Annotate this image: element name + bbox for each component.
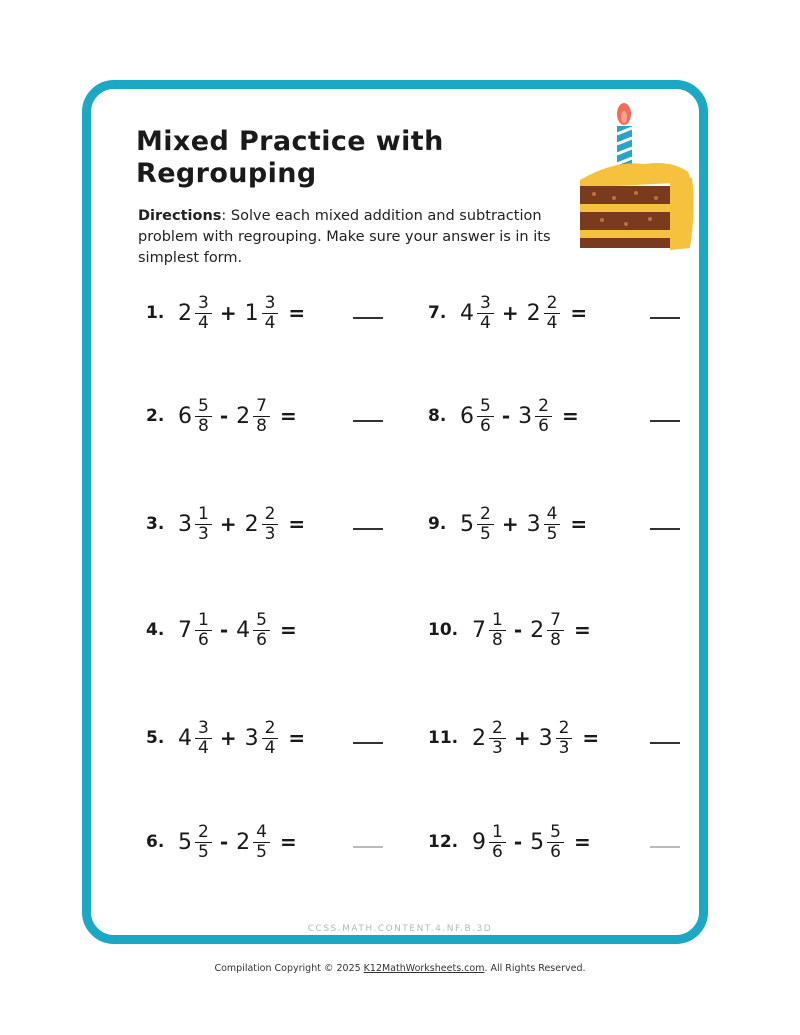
answer-blank[interactable] bbox=[650, 528, 680, 530]
equals-sign: = bbox=[288, 301, 306, 325]
whole-number: 2 bbox=[472, 725, 486, 751]
whole-number: 5 bbox=[178, 829, 192, 855]
fraction bbox=[489, 719, 506, 758]
fraction bbox=[477, 294, 494, 333]
operator: - bbox=[219, 830, 229, 854]
whole-number: 2 bbox=[530, 617, 545, 643]
problem-11 bbox=[428, 708, 599, 768]
whole-number: 3 bbox=[538, 725, 553, 751]
answer-blank[interactable] bbox=[353, 317, 383, 319]
denominator: 5 bbox=[544, 524, 561, 544]
whole-number: 2 bbox=[236, 829, 251, 855]
problem-6 bbox=[146, 812, 297, 872]
numerator: 4 bbox=[256, 821, 267, 842]
operator: + bbox=[501, 301, 519, 325]
fraction bbox=[547, 823, 564, 862]
equals-sign: = bbox=[279, 830, 297, 854]
numerator: 5 bbox=[198, 395, 209, 416]
operator: - bbox=[513, 618, 523, 642]
fraction bbox=[535, 397, 552, 436]
denominator: 6 bbox=[535, 416, 552, 436]
problem-9 bbox=[428, 494, 587, 554]
operator: - bbox=[501, 404, 511, 428]
operator: - bbox=[219, 404, 229, 428]
whole-number: 7 bbox=[472, 617, 486, 643]
equals-sign: = bbox=[288, 726, 306, 750]
answer-blank[interactable] bbox=[650, 846, 680, 848]
problem-number: 8. bbox=[428, 406, 447, 426]
fraction bbox=[489, 823, 506, 862]
standard-code: CCSS.MATH.CONTENT.4.NF.B.3D bbox=[307, 924, 493, 934]
fraction bbox=[195, 397, 212, 436]
problem-7 bbox=[428, 283, 587, 343]
equals-sign: = bbox=[570, 301, 588, 325]
problem-number: 6. bbox=[146, 832, 165, 852]
equals-sign: = bbox=[573, 618, 591, 642]
denominator: 4 bbox=[195, 313, 212, 333]
denominator: 6 bbox=[489, 842, 506, 862]
fraction bbox=[195, 611, 212, 650]
denominator: 3 bbox=[262, 524, 279, 544]
problem-8 bbox=[428, 386, 579, 446]
numerator: 4 bbox=[546, 503, 558, 524]
equals-sign: = bbox=[573, 830, 591, 854]
denominator: 4 bbox=[544, 313, 561, 333]
answer-blank[interactable] bbox=[650, 742, 680, 744]
denominator: 8 bbox=[489, 630, 506, 650]
numerator: 5 bbox=[480, 395, 491, 416]
fraction bbox=[195, 505, 212, 544]
whole-number: 5 bbox=[530, 829, 545, 855]
numerator: 3 bbox=[198, 717, 209, 738]
fraction bbox=[547, 611, 564, 650]
denominator: 8 bbox=[195, 416, 212, 436]
numerator: 2 bbox=[558, 717, 570, 738]
whole-number: 9 bbox=[472, 829, 486, 855]
operator: - bbox=[513, 830, 523, 854]
equals-sign: = bbox=[570, 512, 588, 536]
answer-blank[interactable] bbox=[353, 528, 383, 530]
numerator: 1 bbox=[198, 503, 209, 524]
problem-4 bbox=[146, 600, 297, 660]
numerator: 3 bbox=[480, 292, 491, 313]
directions-text: : Solve each mixed addition and subtraction problem with regrouping. Make sure your answer is in its simplest form. bbox=[138, 208, 551, 266]
problem-12 bbox=[428, 812, 591, 872]
problem-number: 12. bbox=[428, 832, 459, 852]
operator: + bbox=[219, 726, 237, 750]
problem-number: 7. bbox=[428, 303, 447, 323]
denominator: 4 bbox=[195, 738, 212, 758]
denominator: 6 bbox=[253, 630, 270, 650]
problem-1 bbox=[146, 283, 305, 343]
denominator: 5 bbox=[477, 524, 494, 544]
operator: - bbox=[219, 618, 229, 642]
whole-number: 2 bbox=[236, 403, 251, 429]
operator: + bbox=[513, 726, 531, 750]
denominator: 4 bbox=[477, 313, 494, 333]
operator: + bbox=[219, 512, 237, 536]
whole-number: 3 bbox=[178, 511, 192, 537]
page-title bbox=[136, 126, 444, 190]
fraction bbox=[195, 294, 212, 333]
whole-number: 5 bbox=[460, 511, 474, 537]
numerator: 1 bbox=[492, 609, 503, 630]
equals-sign: = bbox=[279, 404, 297, 428]
problem-2 bbox=[146, 386, 297, 446]
fraction bbox=[195, 719, 212, 758]
problem-number: 1. bbox=[146, 303, 165, 323]
problem-3 bbox=[146, 494, 305, 554]
equals-sign: = bbox=[582, 726, 600, 750]
answer-blank[interactable] bbox=[353, 846, 383, 848]
whole-number: 6 bbox=[178, 403, 192, 429]
whole-number: 6 bbox=[460, 403, 474, 429]
directions-label: Directions bbox=[138, 208, 222, 224]
denominator: 8 bbox=[547, 630, 564, 650]
equals-sign: = bbox=[561, 404, 579, 428]
fraction bbox=[544, 505, 561, 544]
whole-number: 2 bbox=[244, 511, 259, 537]
copyright-footer bbox=[0, 963, 800, 974]
fraction bbox=[477, 505, 494, 544]
whole-number: 2 bbox=[526, 300, 541, 326]
fraction bbox=[556, 719, 573, 758]
fraction bbox=[477, 397, 494, 436]
denominator: 5 bbox=[195, 842, 212, 862]
fraction bbox=[253, 611, 270, 650]
numerator: 1 bbox=[198, 609, 209, 630]
problem-number: 11. bbox=[428, 728, 459, 748]
denominator: 6 bbox=[477, 416, 494, 436]
denominator: 3 bbox=[489, 738, 506, 758]
equals-sign: = bbox=[279, 618, 297, 642]
whole-number: 4 bbox=[178, 725, 192, 751]
problem-number: 5. bbox=[146, 728, 165, 748]
operator: + bbox=[219, 301, 237, 325]
fraction bbox=[262, 719, 279, 758]
fraction bbox=[195, 823, 212, 862]
numerator: 2 bbox=[264, 717, 276, 738]
answer-blank[interactable] bbox=[353, 742, 383, 744]
copyright-prefix: Compilation Copyright © 2025 bbox=[214, 963, 364, 974]
denominator: 4 bbox=[262, 313, 279, 333]
whole-number: 3 bbox=[244, 725, 259, 751]
numerator: 1 bbox=[492, 821, 503, 842]
fraction bbox=[253, 397, 270, 436]
problem-number: 2. bbox=[146, 406, 165, 426]
fraction bbox=[253, 823, 270, 862]
answer-blank[interactable] bbox=[650, 317, 680, 319]
numerator: 2 bbox=[492, 717, 503, 738]
answer-blank[interactable] bbox=[353, 420, 383, 422]
problem-number: 9. bbox=[428, 514, 447, 534]
whole-number: 1 bbox=[244, 300, 259, 326]
denominator: 3 bbox=[195, 524, 212, 544]
problem-number: 3. bbox=[146, 514, 165, 534]
whole-number: 3 bbox=[518, 403, 533, 429]
answer-blank[interactable] bbox=[650, 420, 680, 422]
numerator: 3 bbox=[198, 292, 209, 313]
numerator: 2 bbox=[480, 503, 491, 524]
whole-number: 2 bbox=[178, 300, 192, 326]
denominator: 5 bbox=[253, 842, 270, 862]
denominator: 6 bbox=[547, 842, 564, 862]
numerator: 5 bbox=[256, 609, 267, 630]
numerator: 2 bbox=[546, 292, 558, 313]
denominator: 8 bbox=[253, 416, 270, 436]
fraction bbox=[262, 505, 279, 544]
title-line-2: Regrouping bbox=[136, 158, 317, 189]
numerator: 3 bbox=[264, 292, 276, 313]
operator: + bbox=[501, 512, 519, 536]
numerator: 2 bbox=[538, 395, 549, 416]
cake-slice-icon bbox=[574, 98, 698, 258]
equals-sign: = bbox=[288, 512, 306, 536]
denominator: 4 bbox=[262, 738, 279, 758]
title-line-1: Mixed Practice with bbox=[136, 126, 444, 157]
whole-number: 4 bbox=[236, 617, 251, 643]
site-link[interactable]: K12MathWorksheets.com bbox=[363, 963, 485, 974]
problem-5 bbox=[146, 708, 305, 768]
problem-number: 4. bbox=[146, 620, 165, 640]
whole-number: 7 bbox=[178, 617, 192, 643]
denominator: 6 bbox=[195, 630, 212, 650]
fraction bbox=[489, 611, 506, 650]
numerator: 7 bbox=[550, 609, 561, 630]
fraction bbox=[544, 294, 561, 333]
directions bbox=[138, 206, 578, 269]
fraction bbox=[262, 294, 279, 333]
numerator: 5 bbox=[550, 821, 561, 842]
whole-number: 4 bbox=[460, 300, 474, 326]
numerator: 7 bbox=[256, 395, 267, 416]
problem-number: 10. bbox=[428, 620, 459, 640]
copyright-suffix: . All Rights Reserved. bbox=[484, 963, 586, 974]
whole-number: 3 bbox=[526, 511, 541, 537]
numerator: 2 bbox=[198, 821, 209, 842]
numerator: 2 bbox=[264, 503, 276, 524]
problem-10 bbox=[428, 600, 591, 660]
denominator: 3 bbox=[556, 738, 573, 758]
